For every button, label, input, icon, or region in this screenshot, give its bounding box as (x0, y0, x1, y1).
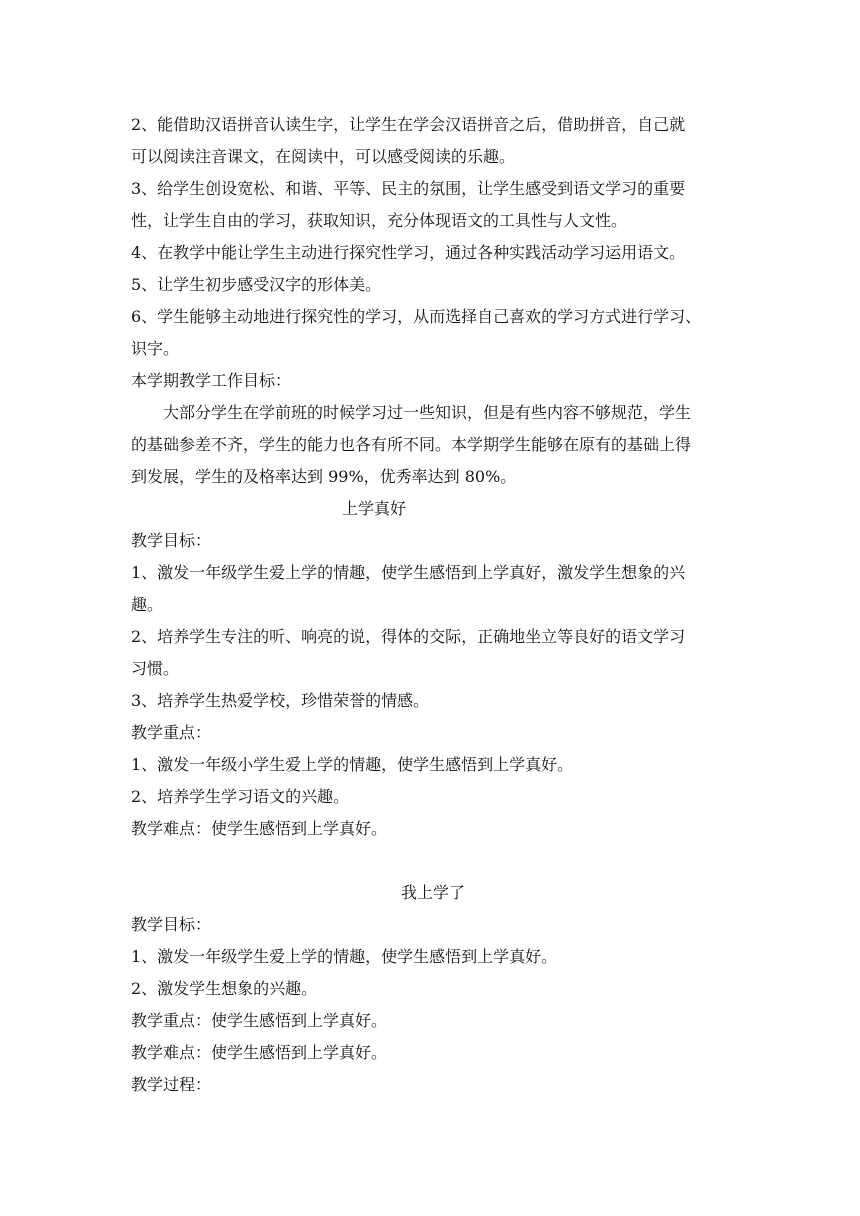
semester-goal-heading: 本学期教学工作目标： (131, 371, 292, 390)
lesson-1-goal-2-line-1: 2、培养学生专注的听、响亮的说，得体的交际，正确地坐立等良好的语文学习 (131, 627, 686, 646)
lesson-1-key-2: 2、培养学生学习语文的兴趣。 (131, 787, 350, 806)
semester-goal-paragraph-line-1: 大部分学生在学前班的时候学习过一些知识，但是有些内容不够规范，学生 (163, 403, 692, 422)
spacer (131, 845, 735, 877)
lesson-1-goal-1-line-1: 1、激发一年级学生爱上学的情趣，使学生感悟到上学真好，激发学生想象的兴 (131, 563, 686, 582)
objective-2-line-2: 可以阅读注音课文，在阅读中，可以感受阅读的乐趣。 (131, 147, 516, 166)
lesson-1-title: 上学真好 (341, 499, 406, 518)
lesson-2-title: 我上学了 (400, 883, 465, 902)
objective-2-line-1: 2、能借助汉语拼音认读生字，让学生在学会汉语拼音之后，借助拼音，自己就 (131, 115, 686, 134)
semester-goal-paragraph-line-3: 到发展，学生的及格率达到 99%，优秀率达到 80%。 (131, 467, 517, 486)
lesson-1-key-heading: 教学重点： (131, 723, 212, 742)
lesson-2-goal-2: 2、激发学生想象的兴趣。 (131, 979, 318, 998)
lesson-2-difficulty: 教学难点：使学生感悟到上学真好。 (131, 1043, 388, 1062)
objective-6-line-1: 6、学生能够主动地进行探究性的学习，从而选择自己喜欢的学习方式进行学习、 (131, 307, 702, 326)
lesson-1-difficulty: 教学难点：使学生感悟到上学真好。 (131, 819, 388, 838)
lesson-1-goal-3: 3、培养学生热爱学校，珍惜荣誉的情感。 (131, 691, 430, 710)
lesson-1-goal-1-line-2: 趣。 (131, 595, 164, 614)
lesson-2-goals-heading: 教学目标： (131, 915, 212, 934)
objective-5: 5、让学生初步感受汉字的形体美。 (131, 275, 382, 294)
lesson-2-key: 教学重点：使学生感悟到上学真好。 (131, 1011, 388, 1030)
document-body (131, 109, 735, 1101)
semester-goal-paragraph-line-2: 的基础参差不齐，学生的能力也各有所不同。本学期学生能够在原有的基础上得 (131, 435, 692, 454)
lesson-1-key-1: 1、激发一年级小学生爱上学的情趣，使学生感悟到上学真好。 (131, 755, 574, 774)
objective-3-line-2: 性，让学生自由的学习，获取知识，充分体现语文的工具性与人文性。 (131, 211, 628, 230)
objective-4: 4、在教学中能让学生主动进行探究性学习，通过各种实践活动学习运用语文。 (131, 243, 686, 262)
lesson-2-process-heading: 教学过程： (131, 1075, 212, 1094)
lesson-1-goals-heading: 教学目标： (131, 531, 212, 550)
objective-3-line-1: 3、给学生创设宽松、和谐、平等、民主的氛围，让学生感受到语文学习的重要 (131, 179, 686, 198)
lesson-1-goal-2-line-2: 习惯。 (131, 659, 180, 678)
objective-6-line-2: 识字。 (131, 339, 180, 358)
lesson-2-goal-1: 1、激发一年级学生爱上学的情趣，使学生感悟到上学真好。 (131, 947, 558, 966)
